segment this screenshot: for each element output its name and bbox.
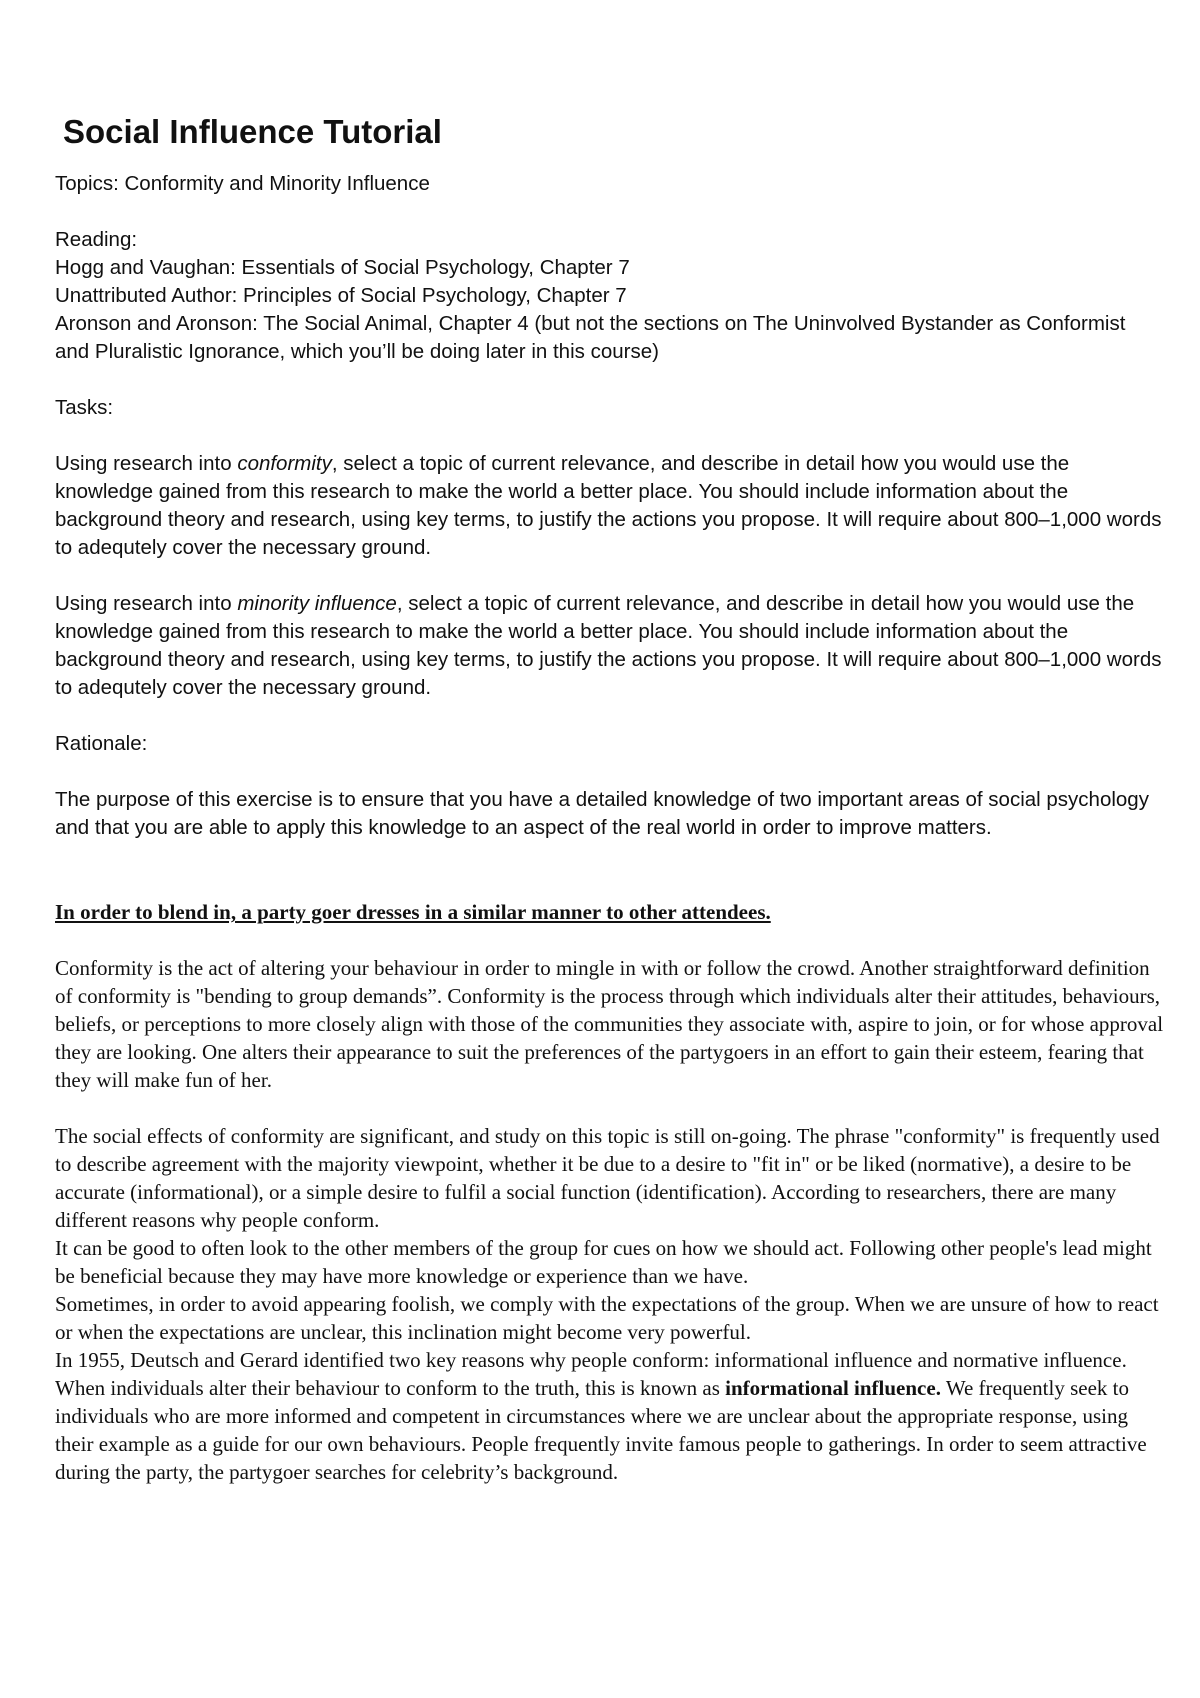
task-minority-influence: [55, 590, 1165, 702]
key-term: informational influence.: [725, 1376, 941, 1400]
page-title: Social Influence Tutorial: [63, 113, 442, 150]
topics-line: Topics: Conformity and Minority Influence: [55, 172, 430, 195]
essay-paragraph: Conformity is the act of altering your behaviour in order to mingle in with or follow the crowd. Another straightforward definition of conformity is "bending to group demands”. Conformity is the process through which individuals alter their attitudes, behaviours, beliefs, or perceptions to more closely align with those of the communities they associate with, aspire to join, or for whose approval they are looking. One alters their appearance to suit the preferences of the partygoers in an effort to gain their esteem, fearing that they will make fun of her.: [55, 956, 1164, 1092]
reading-item: Hogg and Vaughan: Essentials of Social Psychology, Chapter 7: [55, 256, 630, 279]
tasks-label: Tasks:: [55, 396, 114, 419]
rationale-text: The purpose of this exercise is to ensure that you have a detailed knowledge of two important areas of social psychology and that you are able to apply this knowledge to an aspect of the real world in order to improve matters.: [55, 788, 1149, 839]
reading-label: Reading:: [55, 228, 138, 251]
essay-paragraph: Sometimes, in order to avoid appearing foolish, we comply with the expectations of the group. When we are unsure of how to react or when the expectations are unclear, this inclination might become very powerful.: [55, 1292, 1159, 1344]
spacer: [55, 366, 1165, 394]
tutorial-instructions: [55, 170, 1165, 842]
essay: [55, 898, 1165, 1486]
essay-text: When individuals alter their behaviour to conform to the truth, this is known as: [55, 1376, 726, 1400]
essay-paragraph: In 1955, Deutsch and Gerard identified two key reasons why people conform: informational influence and normative influence.: [55, 1348, 1127, 1372]
task-emphasis: conformity: [237, 452, 332, 475]
essay-paragraph: The social effects of conformity are significant, and study on this topic is still on-going. The phrase "conformity" is frequently used to describe agreement with the majority viewpoint, whether it be due to a desire to "fit in" or be liked (normative), a desire to be accurate (informational), or a simple desire to fulfil a social function (identification). According to researchers, there are many different reasons why people conform.: [55, 1124, 1160, 1232]
task-conformity: [55, 450, 1165, 562]
task-text: Using research into: [55, 452, 238, 475]
task-text: Using research into: [55, 592, 238, 615]
essay-heading: In order to blend in, a party goer dresses in a similar manner to other attendees.: [55, 900, 771, 924]
rationale-label: Rationale:: [55, 732, 148, 755]
task-text: , select a topic of current relevance, and describe in detail how you would use the knowledge gained from this research to make the world a better place. You should include information about the background theory and research, using key terms, to justify the actions you propose. It will require about 800–1,000 words to adequtely cover the necessary ground.: [55, 592, 1162, 699]
reading-item: Unattributed Author: Principles of Social Psychology, Chapter 7: [55, 284, 627, 307]
essay-paragraph: [55, 1374, 1165, 1486]
task-text: , select a topic of current relevance, and describe in detail how you would use the knowledge gained from this research to make the world a better place. You should include information about the background theory and research, using key terms, to justify the actions you propose. It will require about 800–1,000 words to adequtely cover the necessary ground.: [55, 452, 1162, 559]
reading-list: [55, 226, 1165, 366]
document-page: [55, 112, 1165, 1486]
task-emphasis: minority influence: [237, 592, 397, 615]
reading-item: Aronson and Aronson: The Social Animal, Chapter 4 (but not the sections on The Uninvolved Bystander as Conformist and Pluralistic Ignorance, which you’ll be doing later in this course): [55, 312, 1126, 363]
essay-paragraph: It can be good to often look to the other members of the group for cues on how we should act. Following other people's lead might be beneficial because they may have more knowledge or experience than we have.: [55, 1236, 1152, 1288]
essay-text: We frequently seek to individuals who are more informed and competent in circumstances where we are unclear about the appropriate response, using their example as a guide for our own behaviours. People frequently invite famous people to gatherings. In order to seem attractive during the party, the partygoer searches for celebrity’s background.: [55, 1376, 1147, 1484]
